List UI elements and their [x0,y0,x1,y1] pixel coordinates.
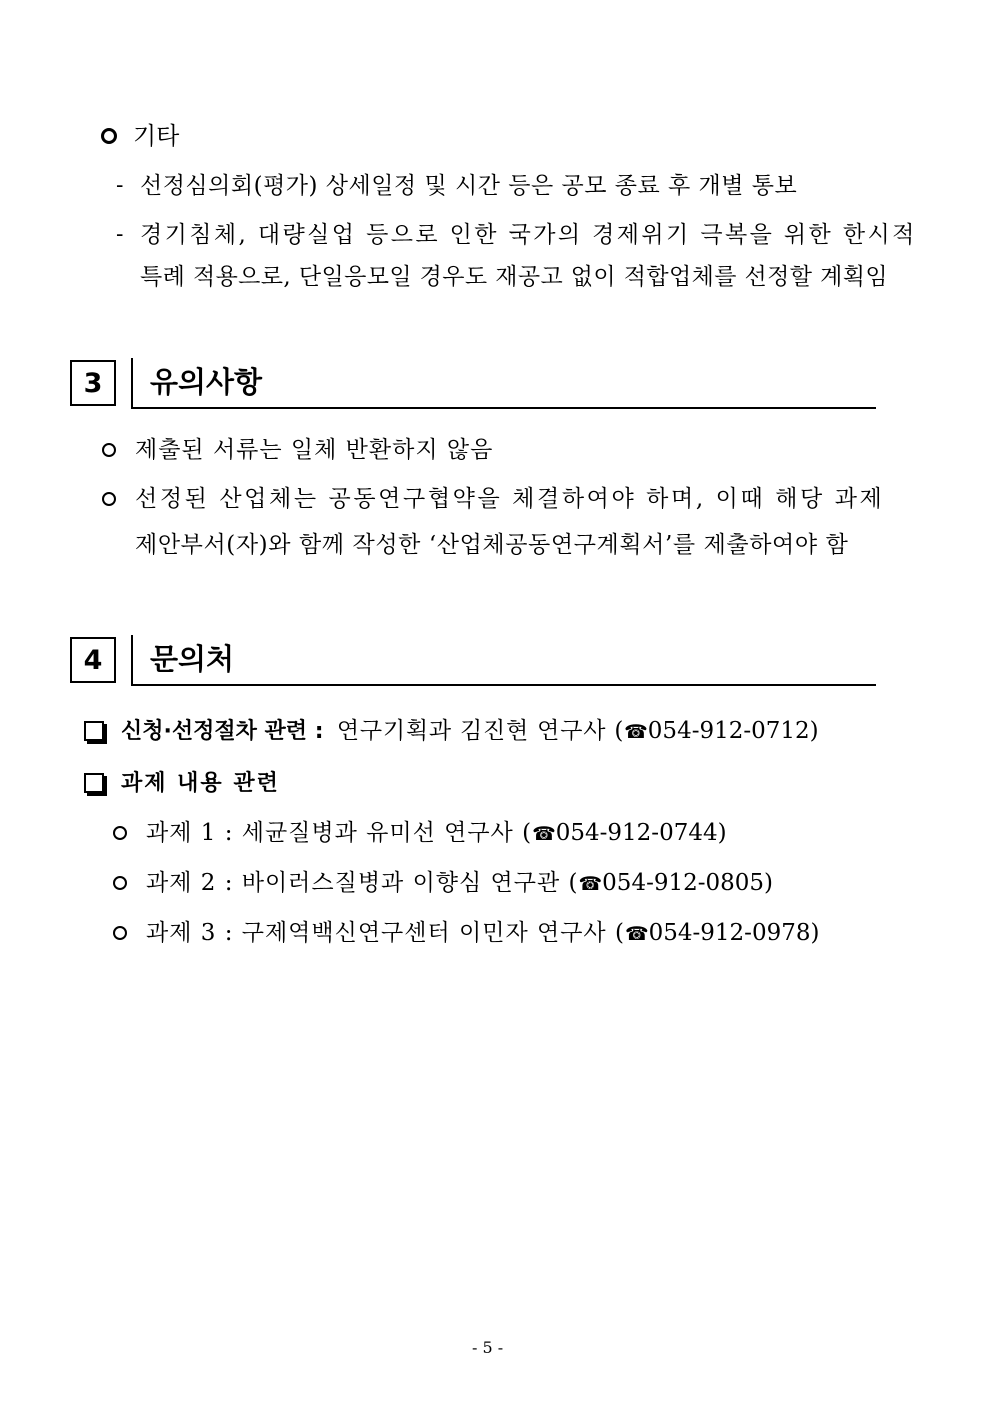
task-3-text: 과제 3 : 구제역백신연구센터 이민자 연구사 ( [146,920,625,946]
etc-item-2-line-1: 경기침체, 대량실업 등으로 인한 국가의 경제위기 극복을 위한 한시적 [140,222,917,248]
section-3-number: 3 [83,367,103,399]
page-number: - 5 - [472,1338,504,1357]
section-4-divider [131,635,133,685]
task-3 [146,918,819,949]
bullet-circle-icon [113,826,127,840]
task-1 [146,818,727,849]
section-4-title: 문의처 [150,642,235,676]
etc-item-1-line-1: 선정심의회(평가) 상세일정 및 시간 등은 공모 종료 후 개별 통보 [140,173,798,199]
bullet-circle-icon [113,876,127,890]
bullet-circle-icon [102,443,116,457]
contact-1 [121,716,819,747]
task-2-phone: 054-912-0805) [602,870,774,896]
task-2 [146,868,773,899]
square-bullet-icon [84,721,104,741]
phone-icon: ☎ [624,721,648,743]
bullet-circle-icon [101,128,117,144]
etc-item-2-line-2: 특례 적용으로, 단일응모일 경우도 재공고 없이 적합업체를 선정할 계획임 [140,264,888,290]
section-3-divider [131,358,133,408]
section-4-rule [131,684,876,686]
square-bullet-icon [84,773,104,793]
section-3-item-2-line-2: 제안부서(자)와 함께 작성한 ‘산업체공동연구계획서’를 제출하여야 함 [135,532,849,558]
section-4-number-box [70,637,116,683]
section-3-rule [131,407,876,409]
task-2-text: 과제 2 : 바이러스질병과 이향심 연구관 ( [146,870,579,896]
contact-1-text: 연구기획과 김진현 연구사 ( [336,718,625,744]
task-1-text: 과제 1 : 세균질병과 유미선 연구사 ( [146,820,533,846]
section-3-item-2-line-1: 선정된 산업체는 공동연구협약을 체결하여야 하며, 이때 해당 과제 [135,486,885,512]
task-3-phone: 054-912-0978) [648,920,820,946]
contact-1-phone: 054-912-0712) [647,718,819,744]
contact-2 [121,768,280,799]
phone-icon: ☎ [578,873,603,895]
etc-heading: 기타 [133,122,180,150]
task-1-phone: 054-912-0744) [555,820,727,846]
bullet-circle-icon [102,492,116,506]
section-4-number: 4 [83,644,103,676]
section-3-number-box [70,360,116,406]
section-3-title: 유의사항 [150,365,263,399]
phone-icon: ☎ [532,823,556,845]
section-3-item-1: 제출된 서류는 일체 반환하지 않음 [135,437,494,463]
bullet-circle-icon [113,926,127,940]
phone-icon: ☎ [624,923,649,945]
dash-bullet: - [116,173,124,198]
contact-1-label: 신청·선정절차 관련 : [121,719,324,744]
contact-2-label: 과제 내용 관련 [121,771,280,796]
dash-bullet: - [116,222,124,247]
